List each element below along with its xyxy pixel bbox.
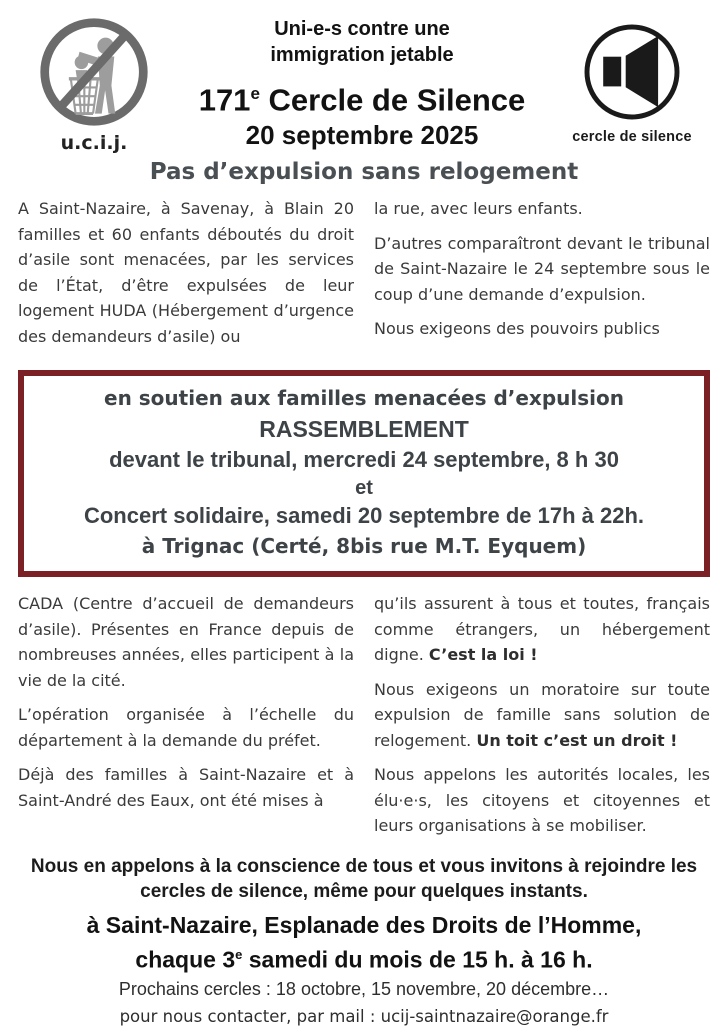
paragraph: Nous exigeons des pouvoirs publics — [374, 316, 710, 342]
paragraph — [374, 591, 710, 668]
title-number: 171 — [199, 82, 251, 117]
column-bottom-left — [18, 591, 354, 848]
banner-location-line: à Trignac (Certé, 8bis rue M.T. Eyquem) — [34, 531, 694, 562]
paragraph-text: Nous exigeons un moratoire sur toute expulsion de famille sans solution de relogement. — [374, 680, 710, 750]
venue-line2 — [18, 940, 710, 975]
announcement-box — [18, 370, 710, 577]
column-top-left — [18, 196, 354, 358]
page-title — [170, 75, 554, 119]
venue-line2-post: samedi du mois de 15 h. à 16 h. — [242, 946, 592, 972]
no-throwing-people-away-icon — [18, 14, 170, 130]
event-date: 20 septembre 2025 — [170, 119, 554, 151]
venue-line2-pre: chaque 3 — [135, 946, 235, 972]
slogan-line2: immigration jetable — [170, 42, 554, 68]
columns-top — [18, 196, 710, 358]
muted-speaker-icon — [554, 18, 710, 126]
column-top-right — [374, 196, 710, 358]
appeal-text: Nous en appelons à la conscience de tous et vous invitons à rejoindre les cercles de silence, même pour quelques instants. — [26, 854, 702, 904]
flyer-subtitle: Pas d’expulsion sans relogement — [18, 156, 710, 188]
banner-support-line: en soutien aux familles menacées d’expulsion — [34, 383, 694, 414]
paragraph — [374, 677, 710, 754]
paragraph: L’opération organisée à l’échelle du département à la demande du préfet. — [18, 702, 354, 753]
title-rest: Cercle de Silence — [260, 82, 525, 117]
footer — [18, 854, 710, 1029]
ucij-label: u.c.i.j. — [18, 132, 170, 154]
cercle-de-silence-logo-block — [554, 12, 710, 145]
banner-et: et — [34, 475, 694, 501]
banner-rassemblement: RASSEMBLEMENT — [34, 414, 694, 445]
paragraph: D’autres comparaîtront devant le tribunal de Saint-Nazaire le 24 septembre sous le coup d’une demande d’expulsion. — [374, 231, 710, 308]
bold-slogan-un-toit: Un toit c’est un droit ! — [476, 731, 677, 750]
ucij-logo-block — [18, 12, 170, 154]
paragraph-text: qu’ils assurent à tous et toutes, français comme étrangers, un hébergement digne. — [374, 594, 710, 664]
bold-slogan-cest-la-loi: C’est la loi ! — [429, 645, 538, 664]
paragraph: A Saint-Nazaire, à Savenay, à Blain 20 familles et 60 enfants déboutés du droit d’asile sont menacées, par les services de l’État, d’être expulsées de leur logement HUDA (Hébergement d’urgence des demandeurs d’asile) ou — [18, 196, 354, 349]
banner-tribunal-line: devant le tribunal, mercredi 24 septembre, 8 h 30 — [34, 445, 694, 475]
header — [18, 12, 710, 154]
contact-line: pour nous contacter, par mail : ucij-saintnazaire@orange.fr — [18, 1004, 710, 1029]
paragraph: Nous appelons les autorités locales, les élu·e·s, les citoyens et citoyennes et leurs organisations à se mobiliser. — [374, 762, 710, 839]
paragraph: la rue, avec leurs enfants. — [374, 196, 710, 222]
banner-concert-line: Concert solidaire, samedi 20 septembre de 17h à 22h. — [34, 501, 694, 531]
column-bottom-right — [374, 591, 710, 848]
venue-line1: à Saint-Nazaire, Esplanade des Droits de l’Homme, — [18, 911, 710, 940]
paragraph: CADA (Centre d’accueil de demandeurs d’asile). Présentes en France depuis de nombreuses années, elles participent à la vie de la cité. — [18, 591, 354, 693]
venue-ordinal-sup: e — [235, 947, 242, 962]
title-ordinal-sup: e — [250, 84, 259, 103]
next-circles-line: Prochains cercles : 18 octobre, 15 novembre, 20 décembre… — [18, 977, 710, 1002]
header-center — [170, 12, 554, 151]
cercle-de-silence-label: cercle de silence — [554, 129, 710, 145]
paragraph: Déjà des familles à Saint-Nazaire et à Saint-André des Eaux, ont été mises à — [18, 762, 354, 813]
slogan-line1: Uni-e-s contre une — [170, 16, 554, 42]
columns-bottom — [18, 591, 710, 848]
